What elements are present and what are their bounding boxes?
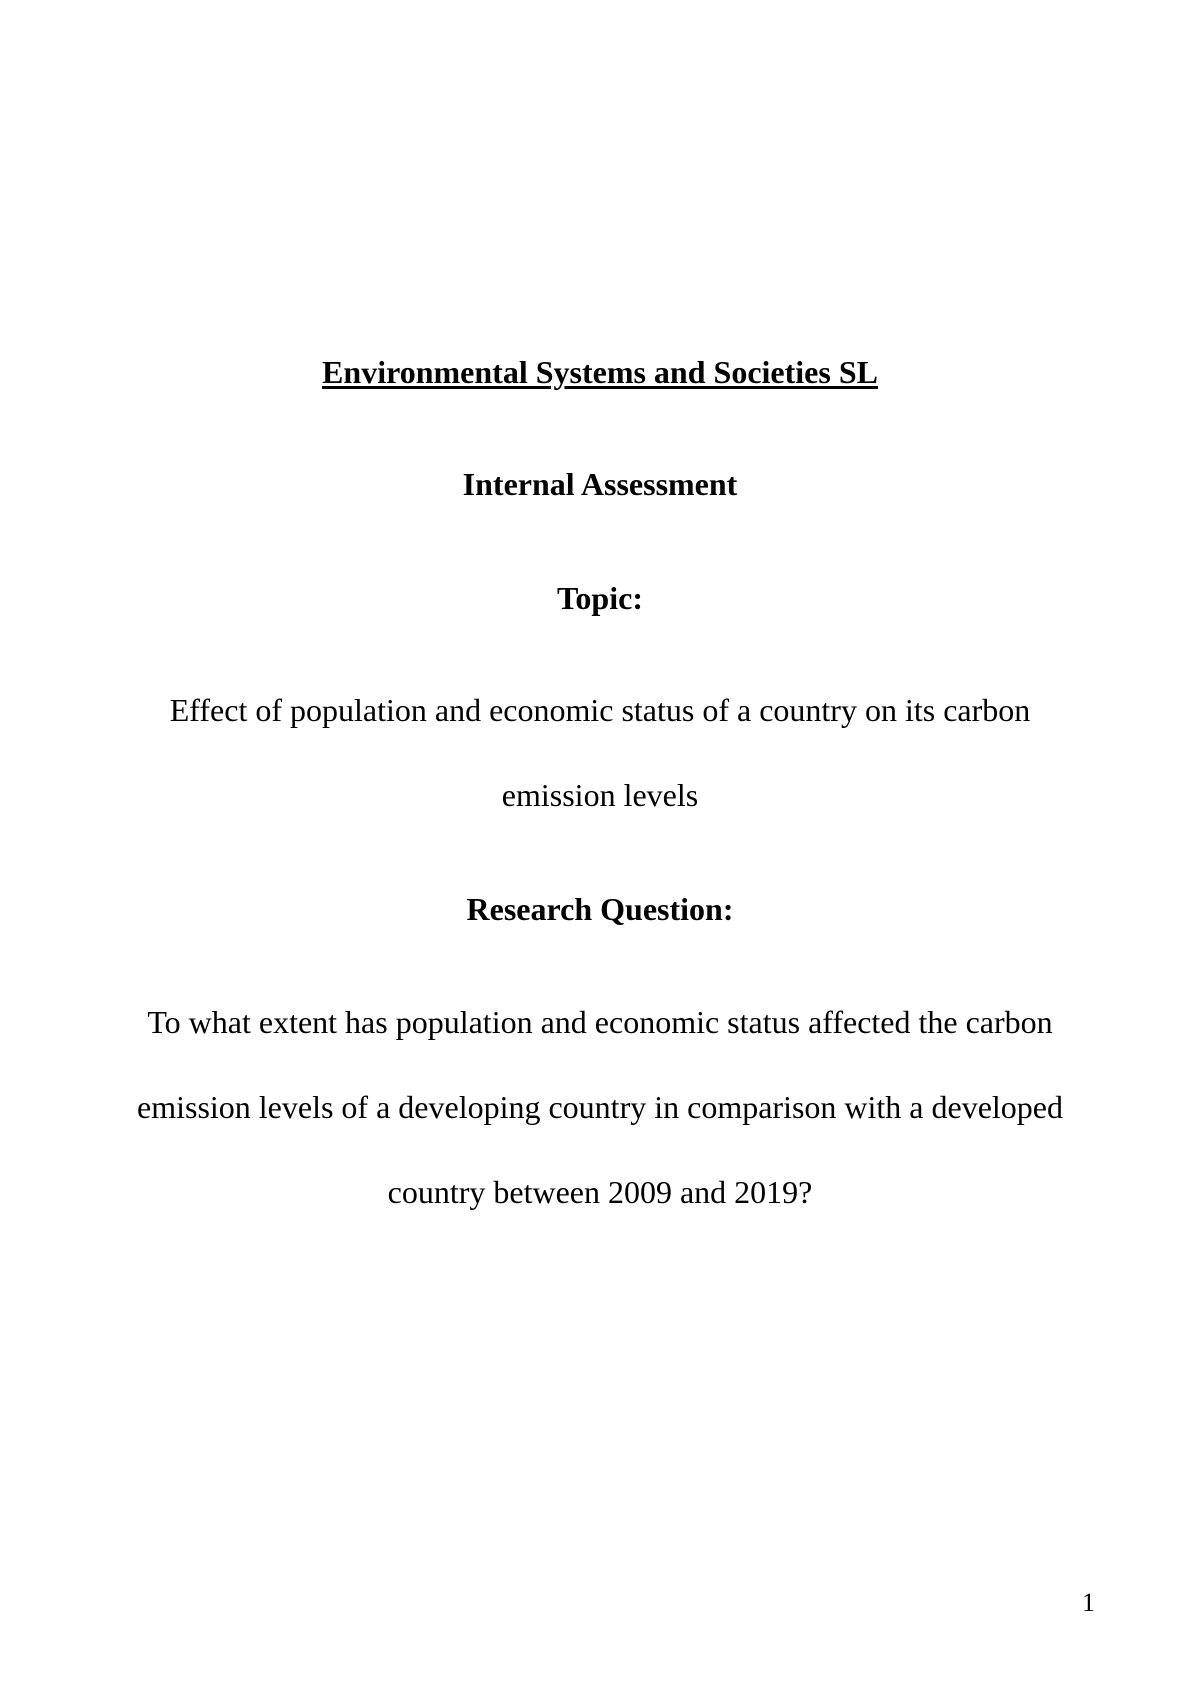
topic-line-2: emission levels (501, 777, 699, 813)
research-question-heading: Research Question: (466, 891, 734, 927)
assessment-title: Internal Assessment (462, 466, 738, 502)
research-question-line-2: emission levels of a developing country in comparison with a developed (137, 1089, 1063, 1125)
course-title: Environmental Systems and Societies SL (322, 354, 878, 390)
page-number: 1 (1082, 1588, 1095, 1617)
topic-line-1: Effect of population and economic status of a country on its carbon (169, 692, 1031, 728)
topic-heading: Topic: (557, 580, 643, 616)
research-question-line-1: To what extent has population and economic status affected the carbon (147, 1004, 1053, 1040)
research-question-line-3: country between 2009 and 2019? (387, 1174, 813, 1210)
